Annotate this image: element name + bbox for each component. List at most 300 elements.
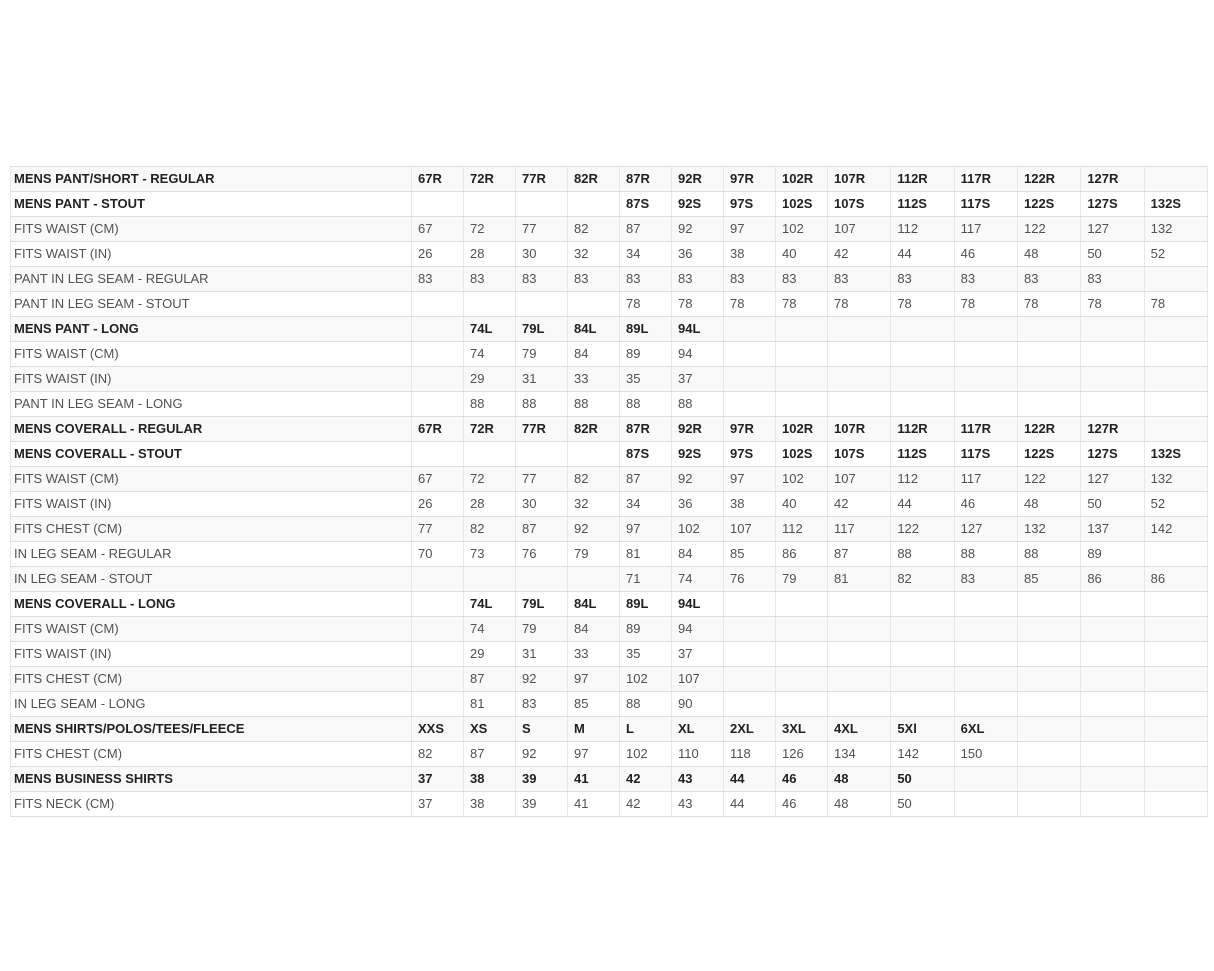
size-code-cell (568, 192, 620, 217)
table-row (11, 542, 1208, 567)
value-cell: 83 (1017, 267, 1080, 292)
size-code-cell (464, 192, 516, 217)
size-code-cell: 102S (776, 442, 828, 467)
value-cell: 83 (516, 692, 568, 717)
value-cell: 87 (828, 542, 891, 567)
size-code-cell (891, 317, 954, 342)
value-cell: 132 (1144, 217, 1207, 242)
table-row (11, 692, 1208, 717)
size-code-cell (891, 592, 954, 617)
row-label: FITS NECK (CM) (11, 792, 412, 817)
value-cell: 88 (891, 542, 954, 567)
value-cell (724, 367, 776, 392)
size-code-cell (724, 592, 776, 617)
size-code-cell (954, 317, 1017, 342)
value-cell: 35 (620, 367, 672, 392)
value-cell: 88 (568, 392, 620, 417)
value-cell: 43 (672, 792, 724, 817)
section-header-row (11, 417, 1208, 442)
value-cell (1144, 742, 1207, 767)
size-code-cell: 5Xl (891, 717, 954, 742)
value-cell (1144, 542, 1207, 567)
size-code-cell: 79L (516, 592, 568, 617)
section-header-row (11, 192, 1208, 217)
value-cell (891, 642, 954, 667)
value-cell: 92 (672, 217, 724, 242)
value-cell (1144, 367, 1207, 392)
value-cell: 70 (412, 542, 464, 567)
value-cell: 67 (412, 217, 464, 242)
value-cell: 122 (1017, 217, 1080, 242)
value-cell: 87 (464, 742, 516, 767)
size-code-cell: 79L (516, 317, 568, 342)
row-label: IN LEG SEAM - REGULAR (11, 542, 412, 567)
section-header-label: MENS PANT - LONG (11, 317, 412, 342)
value-cell: 84 (568, 342, 620, 367)
value-cell (412, 392, 464, 417)
size-code-cell: 117S (954, 442, 1017, 467)
value-cell: 77 (516, 467, 568, 492)
value-cell (1081, 742, 1144, 767)
value-cell: 72 (464, 467, 516, 492)
value-cell: 83 (412, 267, 464, 292)
size-code-cell: 102R (776, 167, 828, 192)
size-code-cell: 107R (828, 417, 891, 442)
value-cell: 92 (672, 467, 724, 492)
size-code-cell: XL (672, 717, 724, 742)
size-code-cell: 4XL (828, 717, 891, 742)
value-cell (891, 392, 954, 417)
size-code-cell: 89L (620, 592, 672, 617)
value-cell: 117 (954, 467, 1017, 492)
value-cell: 44 (891, 242, 954, 267)
value-cell (954, 367, 1017, 392)
size-code-cell (464, 442, 516, 467)
value-cell: 78 (954, 292, 1017, 317)
value-cell: 107 (672, 667, 724, 692)
value-cell: 88 (516, 392, 568, 417)
row-label: IN LEG SEAM - STOUT (11, 567, 412, 592)
size-code-cell: 102S (776, 192, 828, 217)
size-code-cell (412, 442, 464, 467)
value-cell: 110 (672, 742, 724, 767)
value-cell: 50 (891, 792, 954, 817)
section-header-label: MENS SHIRTS/POLOS/TEES/FLEECE (11, 717, 412, 742)
value-cell (1017, 692, 1080, 717)
value-cell: 83 (954, 567, 1017, 592)
value-cell: 28 (464, 242, 516, 267)
value-cell: 97 (724, 467, 776, 492)
value-cell (828, 617, 891, 642)
value-cell: 36 (672, 492, 724, 517)
value-cell: 78 (1144, 292, 1207, 317)
value-cell (1081, 792, 1144, 817)
row-label: FITS WAIST (CM) (11, 617, 412, 642)
value-cell: 78 (828, 292, 891, 317)
size-code-cell: L (620, 717, 672, 742)
value-cell: 102 (672, 517, 724, 542)
value-cell: 48 (1017, 492, 1080, 517)
value-cell (776, 392, 828, 417)
size-code-cell (1144, 767, 1207, 792)
value-cell: 46 (954, 492, 1017, 517)
size-code-cell: 42 (620, 767, 672, 792)
value-cell: 142 (1144, 517, 1207, 542)
value-cell: 82 (464, 517, 516, 542)
value-cell (828, 667, 891, 692)
value-cell (776, 692, 828, 717)
value-cell (1081, 667, 1144, 692)
size-code-cell (1144, 592, 1207, 617)
size-code-cell (568, 442, 620, 467)
value-cell: 90 (672, 692, 724, 717)
value-cell (1017, 792, 1080, 817)
value-cell: 67 (412, 467, 464, 492)
value-cell: 29 (464, 367, 516, 392)
row-label: FITS CHEST (CM) (11, 742, 412, 767)
size-code-cell: 43 (672, 767, 724, 792)
value-cell: 50 (1081, 242, 1144, 267)
value-cell: 42 (620, 792, 672, 817)
size-code-cell: 41 (568, 767, 620, 792)
value-cell: 102 (620, 742, 672, 767)
value-cell: 78 (724, 292, 776, 317)
value-cell (891, 367, 954, 392)
value-cell: 112 (891, 467, 954, 492)
size-code-cell: 97R (724, 417, 776, 442)
size-code-cell (1144, 717, 1207, 742)
value-cell (891, 617, 954, 642)
value-cell: 81 (464, 692, 516, 717)
size-code-cell: 3XL (776, 717, 828, 742)
size-code-cell: 87S (620, 442, 672, 467)
section-header-row (11, 442, 1208, 467)
value-cell (1017, 617, 1080, 642)
size-code-cell: 87R (620, 167, 672, 192)
value-cell: 31 (516, 642, 568, 667)
value-cell: 78 (620, 292, 672, 317)
value-cell: 79 (568, 542, 620, 567)
value-cell: 83 (776, 267, 828, 292)
value-cell (954, 392, 1017, 417)
value-cell (1144, 617, 1207, 642)
size-code-cell: 67R (412, 167, 464, 192)
value-cell (1144, 792, 1207, 817)
value-cell: 122 (891, 517, 954, 542)
value-cell (954, 667, 1017, 692)
value-cell: 84 (672, 542, 724, 567)
size-code-cell: 77R (516, 417, 568, 442)
value-cell: 89 (620, 617, 672, 642)
value-cell: 87 (620, 217, 672, 242)
value-cell: 71 (620, 567, 672, 592)
row-label: PANT IN LEG SEAM - LONG (11, 392, 412, 417)
value-cell: 46 (954, 242, 1017, 267)
value-cell: 88 (1017, 542, 1080, 567)
value-cell (1081, 367, 1144, 392)
value-cell: 102 (776, 467, 828, 492)
value-cell (724, 667, 776, 692)
value-cell: 83 (464, 267, 516, 292)
value-cell: 83 (516, 267, 568, 292)
size-code-cell (1144, 317, 1207, 342)
value-cell: 34 (620, 242, 672, 267)
size-code-cell: 127S (1081, 192, 1144, 217)
value-cell: 31 (516, 367, 568, 392)
size-code-cell: 89L (620, 317, 672, 342)
size-code-cell: 117R (954, 167, 1017, 192)
value-cell: 87 (464, 667, 516, 692)
size-code-cell: 92S (672, 442, 724, 467)
value-cell (1144, 392, 1207, 417)
value-cell: 83 (620, 267, 672, 292)
size-code-cell: 82R (568, 417, 620, 442)
value-cell (776, 667, 828, 692)
value-cell: 81 (620, 542, 672, 567)
table-row (11, 642, 1208, 667)
value-cell (776, 342, 828, 367)
size-code-cell (1017, 767, 1080, 792)
size-code-cell: 127R (1081, 417, 1144, 442)
size-code-cell: 127S (1081, 442, 1144, 467)
size-code-cell (1081, 592, 1144, 617)
value-cell (1017, 642, 1080, 667)
value-cell: 82 (891, 567, 954, 592)
size-code-cell: 107S (828, 192, 891, 217)
table-row (11, 667, 1208, 692)
value-cell (724, 692, 776, 717)
row-label: FITS WAIST (IN) (11, 642, 412, 667)
row-label: FITS WAIST (IN) (11, 492, 412, 517)
size-code-cell: 2XL (724, 717, 776, 742)
value-cell (891, 667, 954, 692)
size-chart-table (10, 166, 1208, 817)
size-code-cell: 87R (620, 417, 672, 442)
size-code-cell: 84L (568, 592, 620, 617)
value-cell (724, 342, 776, 367)
value-cell: 74 (464, 342, 516, 367)
size-code-cell (412, 592, 464, 617)
value-cell: 83 (672, 267, 724, 292)
value-cell: 79 (776, 567, 828, 592)
section-header-row (11, 167, 1208, 192)
value-cell (1081, 692, 1144, 717)
size-code-cell: 117S (954, 192, 1017, 217)
table-row (11, 242, 1208, 267)
value-cell: 36 (672, 242, 724, 267)
value-cell: 132 (1144, 467, 1207, 492)
value-cell (828, 692, 891, 717)
row-label: PANT IN LEG SEAM - STOUT (11, 292, 412, 317)
value-cell: 97 (568, 667, 620, 692)
row-label: FITS CHEST (CM) (11, 517, 412, 542)
value-cell: 117 (828, 517, 891, 542)
size-code-cell (412, 317, 464, 342)
value-cell (954, 642, 1017, 667)
size-code-cell: 122R (1017, 417, 1080, 442)
value-cell: 150 (954, 742, 1017, 767)
value-cell: 92 (516, 667, 568, 692)
size-code-cell (1017, 317, 1080, 342)
value-cell (1017, 392, 1080, 417)
value-cell (1081, 392, 1144, 417)
size-code-cell: 112S (891, 192, 954, 217)
section-header-label: MENS BUSINESS SHIRTS (11, 767, 412, 792)
table-row (11, 217, 1208, 242)
size-code-cell (776, 592, 828, 617)
value-cell (568, 567, 620, 592)
value-cell: 46 (776, 792, 828, 817)
size-code-cell: 48 (828, 767, 891, 792)
value-cell: 88 (954, 542, 1017, 567)
value-cell: 78 (1017, 292, 1080, 317)
row-label: FITS WAIST (CM) (11, 467, 412, 492)
value-cell (1144, 667, 1207, 692)
size-code-cell: XXS (412, 717, 464, 742)
value-cell: 79 (516, 342, 568, 367)
value-cell: 87 (516, 517, 568, 542)
value-cell: 127 (954, 517, 1017, 542)
size-code-cell: 112R (891, 167, 954, 192)
section-header-row (11, 592, 1208, 617)
size-code-cell (412, 192, 464, 217)
value-cell: 122 (1017, 467, 1080, 492)
value-cell (828, 392, 891, 417)
value-cell: 107 (828, 467, 891, 492)
value-cell: 82 (412, 742, 464, 767)
value-cell: 77 (412, 517, 464, 542)
value-cell: 88 (464, 392, 516, 417)
value-cell (412, 642, 464, 667)
value-cell: 40 (776, 242, 828, 267)
row-label: FITS WAIST (IN) (11, 242, 412, 267)
value-cell (828, 342, 891, 367)
value-cell: 102 (620, 667, 672, 692)
value-cell: 134 (828, 742, 891, 767)
value-cell (412, 342, 464, 367)
size-code-cell: 107S (828, 442, 891, 467)
value-cell: 92 (568, 517, 620, 542)
table-row (11, 467, 1208, 492)
value-cell: 81 (828, 567, 891, 592)
row-label: PANT IN LEG SEAM - REGULAR (11, 267, 412, 292)
size-code-cell: 112S (891, 442, 954, 467)
value-cell (954, 342, 1017, 367)
size-code-cell: 127R (1081, 167, 1144, 192)
size-code-cell: 132S (1144, 192, 1207, 217)
size-code-cell: 97S (724, 192, 776, 217)
value-cell: 127 (1081, 217, 1144, 242)
value-cell: 92 (516, 742, 568, 767)
value-cell (412, 692, 464, 717)
size-code-cell: 44 (724, 767, 776, 792)
value-cell: 37 (672, 642, 724, 667)
size-code-cell (1017, 717, 1080, 742)
value-cell: 107 (724, 517, 776, 542)
value-cell (412, 567, 464, 592)
value-cell (724, 642, 776, 667)
value-cell: 107 (828, 217, 891, 242)
size-code-cell: 74L (464, 317, 516, 342)
table-row (11, 342, 1208, 367)
value-cell: 78 (1081, 292, 1144, 317)
row-label: IN LEG SEAM - LONG (11, 692, 412, 717)
value-cell: 37 (672, 367, 724, 392)
value-cell: 32 (568, 492, 620, 517)
size-code-cell (1081, 317, 1144, 342)
value-cell: 87 (620, 467, 672, 492)
value-cell: 82 (568, 217, 620, 242)
size-code-cell (724, 317, 776, 342)
value-cell (776, 642, 828, 667)
value-cell: 42 (828, 242, 891, 267)
value-cell: 97 (620, 517, 672, 542)
value-cell: 30 (516, 242, 568, 267)
size-table-body (11, 167, 1208, 817)
size-code-cell: 132S (1144, 442, 1207, 467)
section-header-row (11, 317, 1208, 342)
value-cell: 42 (828, 492, 891, 517)
table-row (11, 517, 1208, 542)
value-cell: 86 (776, 542, 828, 567)
size-code-cell: 39 (516, 767, 568, 792)
value-cell (776, 367, 828, 392)
size-code-cell: 117R (954, 417, 1017, 442)
value-cell: 117 (954, 217, 1017, 242)
size-code-cell: 84L (568, 317, 620, 342)
value-cell: 74 (672, 567, 724, 592)
size-code-cell (1081, 767, 1144, 792)
value-cell: 86 (1081, 567, 1144, 592)
size-code-cell (1144, 417, 1207, 442)
size-code-cell: 87S (620, 192, 672, 217)
value-cell (516, 292, 568, 317)
value-cell: 85 (1017, 567, 1080, 592)
value-cell (1081, 642, 1144, 667)
size-code-cell: 6XL (954, 717, 1017, 742)
value-cell: 52 (1144, 492, 1207, 517)
value-cell: 97 (568, 742, 620, 767)
section-header-label: MENS PANT/SHORT - REGULAR (11, 167, 412, 192)
value-cell: 88 (672, 392, 724, 417)
table-row (11, 267, 1208, 292)
value-cell (1017, 342, 1080, 367)
size-code-cell: M (568, 717, 620, 742)
value-cell: 29 (464, 642, 516, 667)
value-cell: 33 (568, 642, 620, 667)
size-code-cell: 122S (1017, 442, 1080, 467)
value-cell (891, 342, 954, 367)
value-cell: 44 (891, 492, 954, 517)
size-code-cell: 94L (672, 592, 724, 617)
value-cell: 52 (1144, 242, 1207, 267)
table-row (11, 617, 1208, 642)
section-header-label: MENS COVERALL - STOUT (11, 442, 412, 467)
value-cell: 74 (464, 617, 516, 642)
value-cell: 137 (1081, 517, 1144, 542)
value-cell: 83 (724, 267, 776, 292)
value-cell (724, 392, 776, 417)
value-cell: 50 (1081, 492, 1144, 517)
value-cell: 83 (828, 267, 891, 292)
size-code-cell: 72R (464, 167, 516, 192)
value-cell: 82 (568, 467, 620, 492)
value-cell: 76 (724, 567, 776, 592)
value-cell: 97 (724, 217, 776, 242)
value-cell: 86 (1144, 567, 1207, 592)
value-cell (1017, 742, 1080, 767)
value-cell (724, 617, 776, 642)
